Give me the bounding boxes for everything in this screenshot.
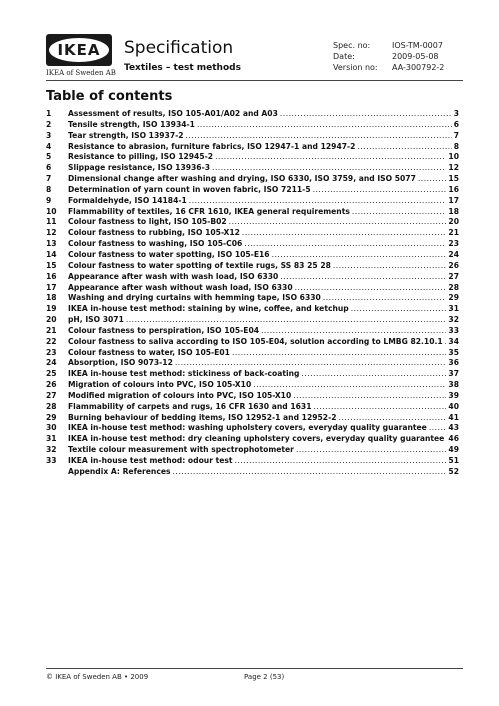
toc-entry-page: 31	[448, 304, 459, 314]
toc-entry-leader	[301, 369, 446, 380]
toc-entry-leader	[357, 142, 451, 153]
toc-entry[interactable]	[46, 293, 459, 304]
date-label: Date:	[333, 52, 355, 61]
toc-entry-title: Tensile strength, ISO 13934-1	[68, 119, 195, 129]
version-no-value: AA-300792-2	[392, 63, 445, 72]
toc-entry-page: 32	[448, 315, 459, 325]
toc-entry-number: 10	[46, 206, 57, 216]
toc-entry-page: 20	[448, 217, 459, 227]
toc-entry-leader	[313, 402, 446, 413]
footer-copyright: © IKEA of Sweden AB • 2009	[46, 673, 149, 681]
toc-entry-number: 4	[46, 141, 52, 151]
toc-entry-page: 37	[448, 369, 459, 379]
toc-entry-leader	[126, 315, 447, 326]
document-title: Specification	[124, 38, 234, 58]
toc-entry[interactable]	[46, 261, 459, 272]
toc-entry-number: 29	[46, 412, 57, 422]
toc-entry-title: Washing and drying curtains with hemming tape, ISO 6330	[68, 293, 321, 303]
toc-entry-page: 26	[448, 260, 459, 270]
toc-entry-page: 49	[448, 445, 459, 455]
toc-entry-leader	[351, 304, 447, 315]
toc-entry-leader	[232, 348, 446, 359]
toc-entry-page: 43	[448, 423, 459, 433]
toc-entry-leader	[215, 152, 446, 163]
toc-entry-leader	[175, 358, 447, 369]
toc-entry-leader	[339, 413, 447, 424]
toc-title: Table of contents	[46, 89, 173, 104]
toc-entry-page: 8	[453, 141, 459, 151]
toc-entry-page: 3	[453, 109, 459, 118]
toc-entry-number: 21	[46, 325, 57, 335]
toc-entry-page: 38	[448, 380, 459, 390]
toc-entry-page: 40	[448, 401, 459, 411]
spec-no-value: IOS-TM-0007	[392, 41, 443, 50]
toc-entry-number: 6	[46, 163, 52, 173]
toc-entry-page: 36	[448, 358, 459, 368]
toc-entry-title: Dimensional change after washing and drying, ISO 6330, ISO 3759, and ISO 5077	[68, 174, 416, 184]
toc-entry-title: Colour fastness to washing, ISO 105-C06	[68, 239, 243, 249]
toc-entry-page: 39	[448, 390, 459, 400]
toc-entry-title: IKEA in-house test method: stickiness of back-coating	[68, 369, 300, 379]
footer-divider	[46, 668, 463, 669]
toc-entry-page: 34	[448, 336, 459, 346]
meta-labels	[333, 40, 378, 73]
toc-entry-page: 29	[448, 293, 459, 303]
toc-entry-leader	[253, 380, 446, 391]
toc-entry-page: 28	[448, 282, 459, 292]
toc-entry[interactable]	[46, 174, 459, 185]
toc-entry-number: 23	[46, 347, 57, 357]
toc-entry-leader	[293, 391, 446, 402]
toc-entry-leader	[352, 207, 447, 218]
toc-entry-title: Colour fastness to rubbing, ISO 105-X12	[68, 228, 240, 238]
toc-entry-number: 8	[46, 184, 52, 194]
toc-entry-title: Resistance to pilling, ISO 12945-2	[68, 152, 214, 162]
toc-entry[interactable]	[46, 434, 459, 445]
toc-entry[interactable]	[46, 445, 459, 456]
toc-entry-leader	[235, 456, 447, 467]
toc-entry-page: 46	[448, 434, 459, 444]
toc-entry-page: 18	[448, 206, 459, 216]
toc-entry-title: IKEA in-house test method: odour test	[68, 456, 233, 465]
table-of-contents	[46, 109, 459, 478]
toc-entry-title: Flammability of textiles, 16 CFR 1610, IKEA general requirements	[68, 206, 350, 216]
toc-entry-title: Flammability of carpets and rugs, 16 CFR 1630 and 1631	[68, 401, 312, 411]
toc-entry-leader	[272, 250, 447, 261]
toc-entry[interactable]	[46, 348, 459, 359]
toc-entry-number: 24	[46, 358, 57, 368]
toc-entry-number: 27	[46, 390, 57, 400]
toc-entry-number: 33	[46, 456, 57, 465]
toc-entry-leader	[333, 261, 447, 272]
toc-entry-leader	[280, 109, 452, 120]
toc-entry-number: 3	[46, 130, 52, 140]
toc-entry[interactable]	[46, 402, 459, 413]
toc-entry-title: Slippage resistance, ISO 13936-3	[68, 163, 211, 173]
toc-entry-title: Absorption, ISO 9073-12	[68, 358, 173, 368]
toc-entry[interactable]	[46, 380, 459, 391]
toc-entry[interactable]	[46, 337, 459, 348]
toc-entry-number: 14	[46, 249, 57, 259]
toc-entry[interactable]	[46, 315, 459, 326]
toc-entry-leader	[229, 217, 447, 228]
toc-entry-title: Tear strength, ISO 13937-2	[68, 130, 184, 140]
toc-entry-leader	[189, 196, 447, 207]
toc-entry[interactable]	[46, 369, 459, 380]
toc-entry-title: Burning behaviour of bedding items, ISO 12952-1 and 12952-2	[68, 412, 337, 422]
toc-entry-page: 16	[448, 184, 459, 194]
toc-entry-title: Colour fastness to light, ISO 105-B02	[68, 217, 227, 227]
toc-entry-title: Migration of colours into PVC, ISO 105-X10	[68, 380, 252, 390]
toc-entry[interactable]	[46, 207, 459, 218]
toc-entry[interactable]	[46, 304, 459, 315]
toc-entry-title: IKEA in-house test method: staining by wine, coffee, and ketchup	[68, 304, 349, 314]
toc-entry-title: Modified migration of colours into PVC, ISO 105-X10	[68, 390, 292, 400]
document-subtitle: Textiles – test methods	[124, 63, 241, 73]
toc-entry-number: 18	[46, 293, 57, 303]
toc-entry-number: 26	[46, 380, 57, 390]
toc-entry[interactable]	[46, 413, 459, 424]
toc-entry-number: 15	[46, 260, 57, 270]
toc-entry-number: 13	[46, 239, 57, 249]
toc-entry-title: IKEA in-house test method: dry cleaning upholstery covers, everyday quality guarantee	[68, 434, 445, 444]
toc-entry[interactable]	[46, 120, 459, 131]
toc-entry-title: Textile colour measurement with spectrophotometer	[68, 445, 294, 455]
toc-entry-leader	[429, 423, 447, 434]
toc-entry-title: Resistance to abrasion, furniture fabrics, ISO 12947-1 and 12947-2	[68, 141, 356, 151]
toc-entry-number: 9	[46, 195, 52, 205]
toc-entry[interactable]	[46, 142, 459, 153]
toc-entry-leader	[173, 467, 447, 478]
toc-entry-number: 20	[46, 315, 57, 325]
toc-entry-number: 25	[46, 369, 57, 379]
version-no-label: Version no:	[333, 63, 378, 72]
logo-text: IKEA	[57, 41, 101, 59]
toc-entry[interactable]	[46, 391, 459, 402]
header-divider	[46, 80, 463, 81]
toc-entry[interactable]	[46, 239, 459, 250]
toc-entry[interactable]	[46, 185, 459, 196]
footer-page-number: Page 2 (53)	[244, 673, 285, 681]
toc-entry[interactable]	[46, 358, 459, 369]
toc-entry-page: 27	[448, 271, 459, 281]
toc-entry-title: Appearance after wash with wash load, ISO 6330	[68, 271, 279, 281]
toc-entry-title: Assessment of results, ISO 105-A01/A02 and A03	[68, 109, 278, 118]
toc-entry-page: 33	[448, 325, 459, 335]
toc-entry-leader	[261, 326, 446, 337]
toc-entry-page: 24	[448, 249, 459, 259]
toc-entry-number: 32	[46, 445, 57, 455]
toc-entry-title: Colour fastness to water spotting, ISO 105-E16	[68, 249, 270, 259]
toc-entry-page: 21	[448, 228, 459, 238]
toc-entry-page: 7	[453, 130, 459, 140]
toc-entry-leader	[295, 283, 447, 294]
toc-entry-leader	[212, 163, 446, 174]
toc-entry-number: 7	[46, 174, 52, 184]
toc-entry-number: 17	[46, 282, 57, 292]
toc-entry-page: 51	[448, 456, 459, 465]
toc-entry-leader	[445, 337, 447, 348]
toc-entry-number: 16	[46, 271, 57, 281]
toc-entry[interactable]	[46, 423, 459, 434]
toc-entry[interactable]	[46, 131, 459, 142]
toc-entry-number: 31	[46, 434, 57, 444]
toc-entry[interactable]	[46, 326, 459, 337]
toc-entry-title: Colour fastness to saliva according to ISO 105-E04, solution according to LMBG 82.10.1	[68, 336, 443, 346]
toc-entry[interactable]	[46, 272, 459, 283]
toc-entry[interactable]	[46, 467, 459, 478]
toc-entry-title: Determination of yarn count in woven fabric, ISO 7211-5	[68, 184, 311, 194]
toc-entry-page: 10	[448, 152, 459, 162]
toc-entry-title: Appendix A: References	[68, 466, 171, 476]
meta-values	[392, 40, 444, 73]
toc-entry-number: 30	[46, 423, 57, 433]
toc-entry-leader	[280, 272, 446, 283]
toc-entry-number: 11	[46, 217, 57, 227]
toc-entry[interactable]	[46, 152, 459, 163]
toc-entry-leader	[323, 293, 447, 304]
toc-entry-page: 15	[448, 174, 459, 184]
toc-entry-number: 1	[46, 109, 52, 118]
toc-entry[interactable]	[46, 163, 459, 174]
toc-entry-title: Colour fastness to water, ISO 105-E01	[68, 347, 230, 357]
toc-entry-leader	[197, 120, 452, 131]
toc-entry-title: Colour fastness to water spotting of textile rugs, SS 83 25 28	[68, 260, 331, 270]
date-value: 2009-05-08	[392, 52, 439, 61]
toc-entry-title: IKEA in-house test method: washing upholstery covers, everyday quality guarantee	[68, 423, 427, 433]
toc-entry-leader	[418, 174, 447, 185]
toc-entry-number: 22	[46, 336, 57, 346]
spec-no-label: Spec. no:	[333, 41, 371, 50]
toc-entry-number: 12	[46, 228, 57, 238]
toc-entry-page: 12	[448, 163, 459, 173]
toc-entry-number: 2	[46, 119, 52, 129]
toc-entry[interactable]	[46, 228, 459, 239]
toc-entry-page: 52	[448, 466, 459, 476]
toc-entry-title: Appearance after wash without wash load, ISO 6330	[68, 282, 293, 292]
toc-entry-title: Formaldehyde, ISO 14184-1	[68, 195, 187, 205]
company-name: IKEA of Sweden AB	[46, 69, 116, 77]
toc-entry-number: 19	[46, 304, 57, 314]
toc-entry[interactable]	[46, 196, 459, 207]
toc-entry-leader	[242, 228, 447, 239]
toc-entry-leader	[186, 131, 452, 142]
toc-entry[interactable]	[46, 109, 459, 120]
toc-entry[interactable]	[46, 250, 459, 261]
toc-entry-leader	[244, 239, 446, 250]
toc-entry-page: 23	[448, 239, 459, 249]
toc-entry-page: 35	[448, 347, 459, 357]
toc-entry-page: 6	[453, 119, 459, 129]
toc-entry-leader	[296, 445, 446, 456]
toc-entry[interactable]	[46, 456, 459, 467]
toc-entry-title: Colour fastness to perspiration, ISO 105-E04	[68, 325, 260, 335]
toc-entry-page: 41	[448, 412, 459, 422]
toc-entry[interactable]	[46, 283, 459, 294]
toc-entry-page: 17	[448, 195, 459, 205]
toc-entry-title: pH, ISO 3071	[68, 315, 124, 325]
ikea-logo	[46, 34, 112, 66]
toc-entry-leader	[313, 185, 447, 196]
toc-entry-number: 5	[46, 152, 52, 162]
toc-entry[interactable]	[46, 217, 459, 228]
toc-entry-number: 28	[46, 401, 57, 411]
